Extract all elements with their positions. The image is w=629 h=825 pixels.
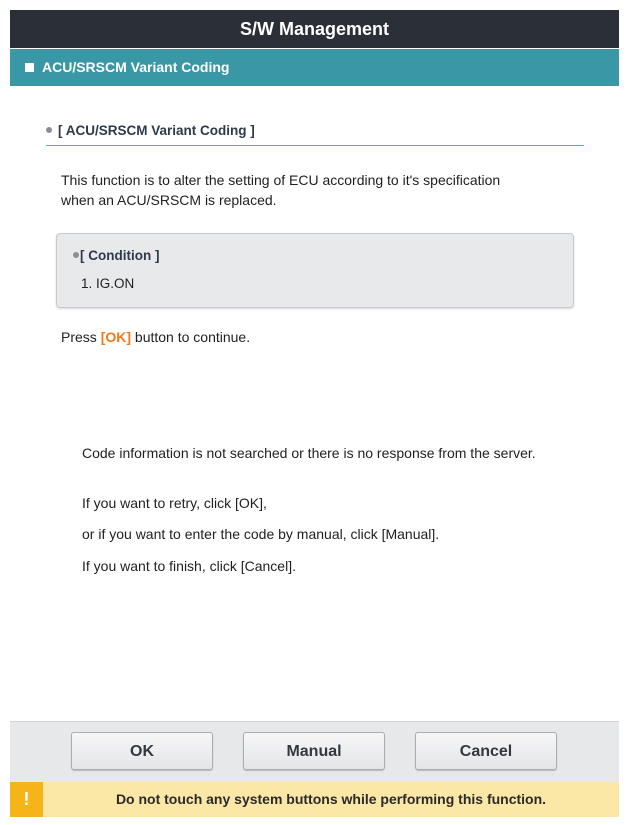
server-message: Code information is not searched or there is no response from the server. <box>82 445 536 461</box>
description-line-1: This function is to alter the setting of ECU according to it's specification <box>61 172 501 188</box>
condition-item: 1. IG.ON <box>81 276 135 291</box>
function-title: ACU/SRSCM Variant Coding <box>42 59 230 75</box>
condition-title <box>73 248 159 263</box>
manual-button[interactable]: Manual <box>243 732 385 770</box>
button-bar <box>10 721 619 782</box>
sw-management-window <box>10 10 619 817</box>
manual-message: or if you want to enter the code by manual, click [Manual]. <box>82 526 440 542</box>
press-suffix: button to continue. <box>131 329 251 345</box>
function-description <box>61 170 581 210</box>
ok-button[interactable]: OK <box>71 732 213 770</box>
press-prefix: Press <box>61 329 101 345</box>
condition-title-text: [ Condition ] <box>80 248 160 263</box>
bullet-icon <box>46 127 52 133</box>
section-heading <box>46 123 584 146</box>
ok-key-highlight: [OK] <box>100 329 132 345</box>
warning-icon: ! <box>10 782 43 817</box>
press-ok-instruction <box>61 329 250 345</box>
square-bullet-icon <box>25 63 34 72</box>
retry-message: If you want to retry, click [OK], <box>82 495 267 511</box>
cancel-button[interactable]: Cancel <box>415 732 557 770</box>
warning-bar <box>10 782 619 817</box>
function-header <box>10 49 619 86</box>
window-title: S/W Management <box>10 10 619 48</box>
warning-text: Do not touch any system buttons while performing this function. <box>115 791 547 807</box>
section-heading-text: [ ACU/SRSCM Variant Coding ] <box>58 123 255 138</box>
cancel-message: If you want to finish, click [Cancel]. <box>82 558 296 574</box>
condition-box <box>56 233 574 308</box>
bullet-icon <box>73 252 79 258</box>
description-line-2: when an ACU/SRSCM is replaced. <box>61 192 277 208</box>
